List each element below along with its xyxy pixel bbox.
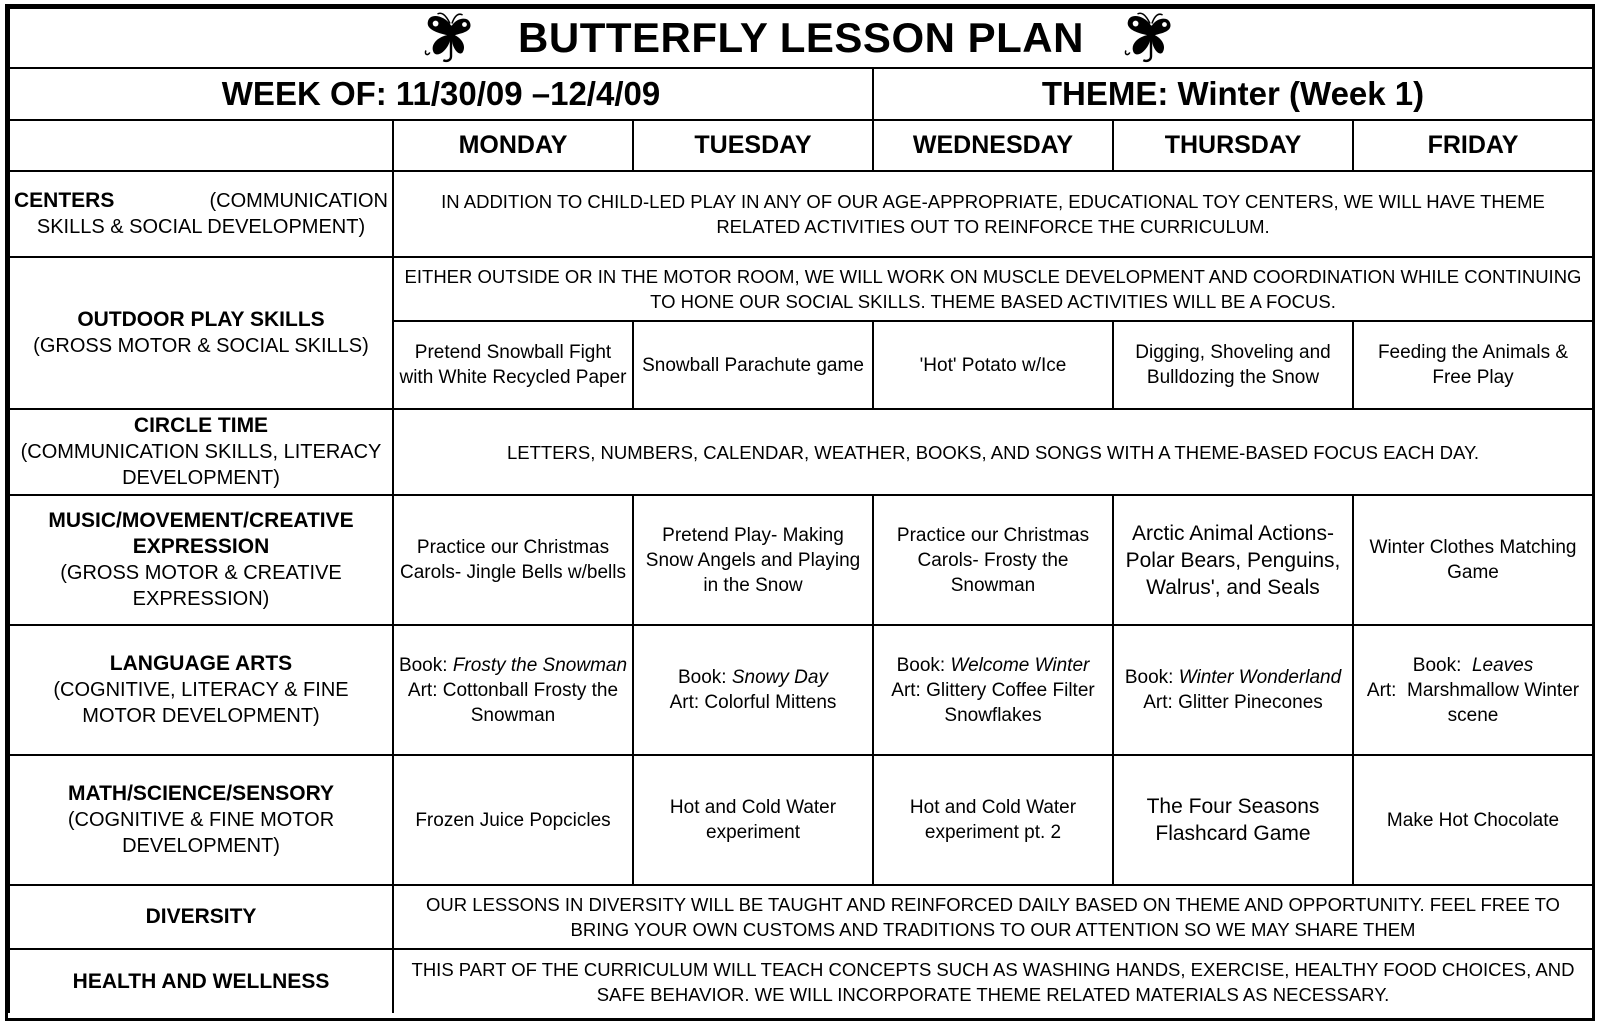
row-title: MUSIC/MOVEMENT/CREATIVE EXPRESSION	[48, 509, 354, 558]
art-label: Art:	[669, 692, 700, 713]
corner-cell	[9, 120, 393, 171]
day-header-friday: FRIDAY	[1353, 120, 1593, 171]
art-label: Art:	[1143, 692, 1173, 713]
row-title: LANGUAGE ARTS	[109, 652, 293, 675]
theme: THEME: Winter (Week 1)	[873, 68, 1593, 120]
outdoor-wednesday: 'Hot' Potato w/Ice	[873, 321, 1113, 409]
book-title: Frosty the Snowman	[452, 654, 628, 676]
book-label: Book:	[1412, 654, 1462, 676]
row-language-arts	[9, 625, 1593, 755]
row-label-math-science	[9, 755, 393, 885]
health-wellness-description: THIS PART OF THE CURRICULUM WILL TEACH CONCEPTS SUCH AS WASHING HANDS, EXERCISE, HEALTHY FOOD CHOICES, AND SAFE BEHAVIOR. WE WILL INCORPORATE THEME RELATED MATERIALS AS NECESSARY.	[393, 949, 1593, 1013]
diversity-description: OUR LESSONS IN DIVERSITY WILL BE TAUGHT AND REINFORCED DAILY BASED ON THEME AND OPPORTUNITY. FEEL FREE TO BRING YOUR OWN CUSTOMS AND TRADITIONS TO OUR ATTENTION SO WE MAY SHARE THEM	[393, 885, 1593, 949]
row-subtitle: (GROSS MOTOR & CREATIVE EXPRESSION)	[60, 562, 342, 610]
outdoor-description: EITHER OUTSIDE OR IN THE MOTOR ROOM, WE WILL WORK ON MUSCLE DEVELOPMENT AND COORDINATION WHILE CONTINUING TO HONE OUR SOCIAL SKILLS. THEME BASED ACTIVITIES WILL BE A FOCUS.	[393, 257, 1593, 321]
outdoor-thursday: Digging, Shoveling and Bulldozing the Snow	[1113, 321, 1353, 409]
art-activity: Glitter Pinecones	[1178, 692, 1323, 713]
day-header-thursday: THURSDAY	[1113, 120, 1353, 171]
book-label: Book:	[678, 667, 727, 688]
language-tuesday	[633, 625, 873, 755]
art-activity: Cottonball Frosty the Snowman	[442, 679, 619, 726]
row-label-music	[9, 495, 393, 625]
music-friday: Winter Clothes Matching Game	[1353, 495, 1593, 625]
day-header-tuesday: TUESDAY	[633, 120, 873, 171]
row-subtitle: (GROSS MOTOR & SOCIAL SKILLS)	[33, 335, 369, 357]
butterfly-icon	[422, 12, 480, 64]
butterfly-icon	[1122, 12, 1180, 64]
row-label-language-arts	[9, 625, 393, 755]
row-label-centers	[9, 171, 393, 257]
music-tuesday: Pretend Play- Making Snow Angels and Playing in the Snow	[633, 495, 873, 625]
book-label: Book:	[896, 654, 946, 676]
week-of: WEEK OF: 11/30/09 –12/4/09	[9, 68, 873, 120]
math-monday: Frozen Juice Popcicles	[393, 755, 633, 885]
art-activity: Marshmallow Winter scene	[1407, 679, 1580, 726]
centers-description: IN ADDITION TO CHILD-LED PLAY IN ANY OF OUR AGE-APPROPRIATE, EDUCATIONAL TOY CENTERS, WE WILL HAVE THEME RELATED ACTIVITIES OUT TO REINFORCE THE CURRICULUM.	[393, 171, 1593, 257]
art-activity: Glittery Coffee Filter Snowflakes	[926, 679, 1095, 726]
circle-time-description: LETTERS, NUMBERS, CALENDAR, WEATHER, BOOKS, AND SONGS WITH A THEME-BASED FOCUS EACH DAY.	[393, 409, 1593, 495]
row-label-health-wellness	[9, 949, 393, 1013]
book-title: Leaves	[1471, 654, 1534, 676]
row-outdoor-description	[9, 257, 1593, 321]
math-thursday: The Four Seasons Flashcard Game	[1113, 755, 1353, 885]
row-label-outdoor	[9, 257, 393, 409]
language-wednesday	[873, 625, 1113, 755]
row-label-circle-time	[9, 409, 393, 495]
outdoor-friday: Feeding the Animals & Free Play	[1353, 321, 1593, 409]
music-thursday: Arctic Animal Actions- Polar Bears, Penguins, Walrus', and Seals	[1113, 495, 1353, 625]
lesson-plan-table	[8, 7, 1594, 1013]
row-music	[9, 495, 1593, 625]
row-label-diversity	[9, 885, 393, 949]
row-title: CIRCLE TIME	[133, 414, 269, 437]
row-title: HEALTH AND WELLNESS	[72, 969, 330, 993]
row-diversity	[9, 885, 1593, 949]
language-friday	[1353, 625, 1593, 755]
day-header-monday: MONDAY	[393, 120, 633, 171]
language-thursday	[1113, 625, 1353, 755]
row-health-wellness	[9, 949, 1593, 1013]
day-header-wednesday: WEDNESDAY	[873, 120, 1113, 171]
art-label: Art:	[891, 679, 921, 701]
row-math-science	[9, 755, 1593, 885]
math-tuesday: Hot and Cold Water experiment	[633, 755, 873, 885]
outdoor-monday: Pretend Snowball Fight with White Recycled Paper	[393, 321, 633, 409]
row-subtitle: SKILLS & SOCIAL DEVELOPMENT)	[36, 216, 366, 238]
row-title: OUTDOOR PLAY SKILLS	[77, 308, 325, 331]
art-label: Art:	[407, 679, 438, 701]
row-title: MATH/SCIENCE/SENSORY	[67, 782, 335, 805]
week-theme-row	[9, 68, 1593, 120]
math-wednesday: Hot and Cold Water experiment pt. 2	[873, 755, 1113, 885]
book-label: Book:	[1124, 667, 1174, 688]
music-wednesday: Practice our Christmas Carols- Frosty the Snowman	[873, 495, 1113, 625]
row-subtitle: (COMMUNICATION	[209, 190, 388, 212]
row-subtitle: (COMMUNICATION SKILLS, LITERACY DEVELOPMENT)	[20, 441, 382, 489]
outdoor-tuesday: Snowball Parachute game	[633, 321, 873, 409]
math-friday: Make Hot Chocolate	[1353, 755, 1593, 885]
row-subtitle: (COGNITIVE & FINE MOTOR DEVELOPMENT)	[67, 809, 335, 857]
day-header-row	[9, 120, 1593, 171]
title-row	[9, 8, 1593, 68]
art-activity: Colorful Mittens	[704, 692, 837, 713]
lesson-plan-sheet	[5, 4, 1595, 1021]
row-title: CENTERS	[14, 189, 115, 212]
music-monday: Practice our Christmas Carols- Jingle Bells w/bells	[393, 495, 633, 625]
book-title: Snowy Day	[731, 667, 828, 688]
language-monday	[393, 625, 633, 755]
page-title: BUTTERFLY LESSON PLAN	[518, 14, 1084, 61]
row-subtitle: (COGNITIVE, LITERACY & FINE MOTOR DEVELOPMENT)	[53, 679, 349, 727]
row-circle-time	[9, 409, 1593, 495]
book-title: Welcome Winter	[950, 654, 1090, 676]
row-centers	[9, 171, 1593, 257]
book-label: Book:	[398, 654, 448, 676]
row-title: DIVERSITY	[145, 905, 257, 928]
art-label: Art:	[1366, 679, 1397, 701]
book-title: Winter Wonderland	[1178, 667, 1342, 688]
